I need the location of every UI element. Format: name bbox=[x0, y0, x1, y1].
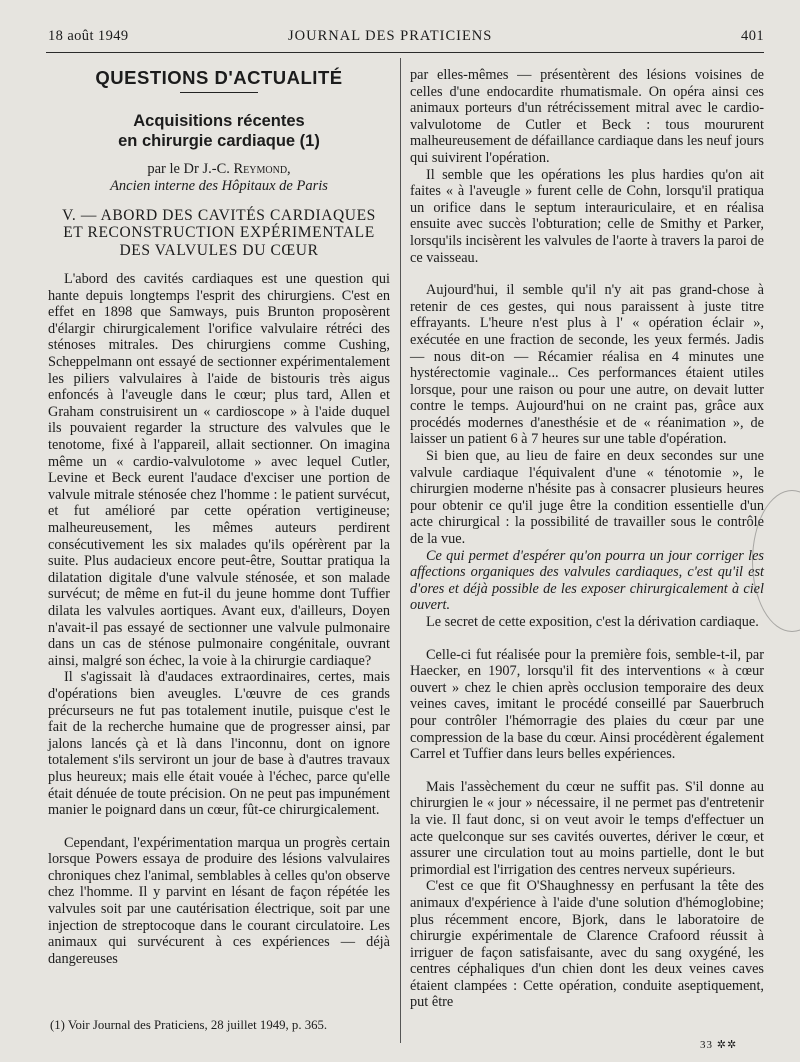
article-title-line-1: Acquisitions récentes bbox=[133, 111, 305, 130]
paragraph: Le secret de cette exposition, c'est la dérivation cardiaque. bbox=[426, 614, 759, 630]
byline bbox=[48, 161, 390, 178]
footnote: (1) Voir Journal des Praticiens, 28 juillet 1949, p. 365. bbox=[50, 1018, 328, 1032]
paragraph: Il s'agissait là d'audaces extraordinaires, certes, mais d'opérations bien aveugles. L'œuvre de ces grands précurseurs ne fut pas totalement inutile, puisque c'est le fait de la recherche humaine que de progresser ainsi, par jalons lancés çà et là dans l'inconnu, dont on ignore totalement s'ils serviront un jour de base à d'autres travaux plus heureux; mais elle était vouée à l'échec, parce qu'elle était dénuée de toute précision. On ne peut pas impunément manier le poignard dans un cœur, fût-ce chirurgicalement. bbox=[48, 669, 390, 819]
title-rule bbox=[180, 92, 258, 93]
paragraph: Cependant, l'expérimentation marqua un progrès certain lorsque Powers essaya de produire des lésions valvulaires chroniques chez l'animal, semblables à celles qu'on observe chez l'homme. Il y parvint en lésant de façon répétée les valvules soit par une cautérisation électrique, soit par une injection de streptocoque dans le courant circulatoire. Les animaux qui survécurent à ces expériences — déjà dangereuses bbox=[48, 834, 390, 967]
paragraph: Celle-ci fut réalisée pour la première fois, semble-t-il, par Haecker, en 1907, lorsqu'il fit des interventions « à cœur ouvert » chez le chien après occlusion temporaire des deux veines caves, imitant le procédé conseillé par Sauerbruch pour contrôler l'hémorragie des plaies du cœur par une compression de la base du cœur. Ainsi procédèrent également Carrel et Tuffier dans leurs belles expériences. bbox=[410, 646, 764, 763]
section-title: QUESTIONS D'ACTUALITÉ bbox=[95, 67, 343, 88]
author-affiliation: Ancien interne des Hôpitaux de Paris bbox=[110, 177, 328, 194]
paragraph: Mais l'assèchement du cœur ne suffit pas. S'il donne au chirurgien le « jour » nécessaire, il ne permet pas d'entretenir la vie. Il faut donc, si on veut avoir le temps d'effectuer un acte quelconque sur ses cavités ouvertes, dériver le cœur, et assurer une circulation tout au moins partielle, dont le but primordial est l'irrigation des centres nerveux supérieurs. bbox=[410, 778, 764, 878]
italic-paragraph: Ce qui permet d'espérer qu'on pourra un jour corriger les affections organiques des valvules cardiaques, c'est qu'il est d'ores et déjà possible de les exposer chirurgicalement à ciel ouvert. bbox=[410, 547, 764, 614]
paragraph: C'est ce que fit O'Shaughnessy en perfusant la tête des animaux d'expérience à l'aide d'une solution d'hémoglobine; plus récemment encore, Bjork, dans le laboratoire de chirurgie expérimentale de Clarence Crafoord réussit à irriguer de façon satisfaisante, avec du sang oxygéné, les centres céphaliques d'un chien dont les deux veines caves étaient clampées : Cette opération, conduite aseptiquement, put être bbox=[410, 878, 764, 1011]
paragraph: Si bien que, au lieu de faire en deux secondes sur une valvule cardiaque l'équivalent d'une « ténotomie », le chirurgien moderne n'hésite pas à consacrer plusieurs heures pour obtenir ce qu'il juge être la condition essentielle d'un acte chirurgical : la possibilité de travailler sous le contrôle de la vue. bbox=[410, 448, 764, 548]
column-divider bbox=[400, 58, 401, 1043]
header-date: 18 août 1949 bbox=[48, 28, 129, 44]
byline-prefix: par le Dr J.-C. bbox=[147, 160, 234, 177]
paragraph: L'abord des cavités cardiaques est une question qui hante depuis longtemps l'esprit des chirurgiens. C'est en effet en 1898 que Samways, puis Brunton proposèrent d'élargir chirurgicalement l'orifice valvulaire rétréci des sténoses mitrales. Des chirurgiens comme Cushing, Scheppelmann ont essayé de sectionner expérimentalement les piliers valvulaires à l'aide de bistouris très aigus enfoncés à l'aveugle dans le cœur; plus tard, Allen et Graham construisirent un « cardioscope » à l'aide duquel ils pouvaient regarder la structure des valvules que le tenotome, fixé à l'appareil, allait sectionner. On imagina même un « cardio-valvulotome » avec lequel Cutler, Levine et Beck eurent l'audace d'exciser une portion de valvule mitrale sténosée chez l'homme : le patient survécut, et fut amélioré par cette opération vertigineuse; malheureusement, les mêmes auteurs perdirent consécutivement les six malades qu'ils opérèrent par la suite. Plus audacieux encore peut-être, Souttar pratiqua la dilatation digitale d'une valvule sténosée, et son malade survécut; de même en fut-il du jeune homme dont Tuffier dilata les valvules aortiques. Avant eux, d'ailleurs, Doyen n'avait-il pas essayé de sectionner une valvule pulmonaire dans un cas de sténose pulmonaire congénitale, ouvrant ainsi, malgré son échec, la voie à la chirurgie cardiaque? bbox=[48, 271, 390, 669]
signature-mark: 33 ✲✲ bbox=[700, 1039, 738, 1051]
header-rule bbox=[46, 52, 764, 53]
running-header bbox=[48, 28, 764, 50]
header-page-number: 401 bbox=[741, 28, 764, 44]
paragraph: Il semble que les opérations les plus hardies qu'on ait faites « à l'aveugle » furent celle de Cohn, lorsqu'il pratiqua un orifice dans le septum interauriculaire, et en réalisa ensuite avec succès l'obturation; celle de Smithy et Parker, lorsqu'ils incisèrent les valvules de l'aorte à travers la paroi de ce vaisseau. bbox=[410, 166, 764, 266]
chapter-subheading bbox=[48, 207, 390, 260]
subheading-line-1: V. — ABORD DES CAVITÉS CARDIAQUES bbox=[62, 206, 376, 224]
header-journal-name: JOURNAL DES PRATICIENS bbox=[288, 28, 493, 44]
subheading-line-2: ET RECONSTRUCTION EXPÉRIMENTALE bbox=[63, 224, 375, 242]
byline-author: Reymond, bbox=[233, 160, 291, 177]
paragraph: par elles-mêmes — présentèrent des lésions voisines de celles d'une endocardite rhumatismale. On opéra ainsi ces animaux porteurs d'un rétrécissement mitral avec le cardio-valvulotome de Cutler et Beck : tous moururent malheureusement de défaillance cardiaque dans les neuf jours qui suivirent l'opération. bbox=[410, 67, 764, 166]
left-column bbox=[48, 60, 390, 967]
right-column bbox=[410, 67, 764, 1011]
paragraph: Aujourd'hui, il semble qu'il n'y ait pas grand-chose à retenir de ces gestes, qui nous paraissent à juste titre effrayants. L'heure n'est plus à l' « opération éclair », exécutée en une fraction de seconde, les yeux fermés. Jadis — nous dit-on — Récamier réalisa en 4 minutes une hystérectomie vaginale... Ces performances étaient utiles lorsque, pour une raison ou pour une autre, on devait lutter contre le temps. Aujourd'hui on ne craint pas, grâce aux procédés modernes d'anesthésie et de « réanimation », de laisser un patient 6 à 7 heures sur une table d'opération. bbox=[410, 282, 764, 448]
article-title-line-2: en chirurgie cardiaque (1) bbox=[118, 131, 320, 150]
subheading-line-3: DES VALVULES DU CŒUR bbox=[119, 241, 319, 259]
article-title bbox=[48, 111, 390, 151]
